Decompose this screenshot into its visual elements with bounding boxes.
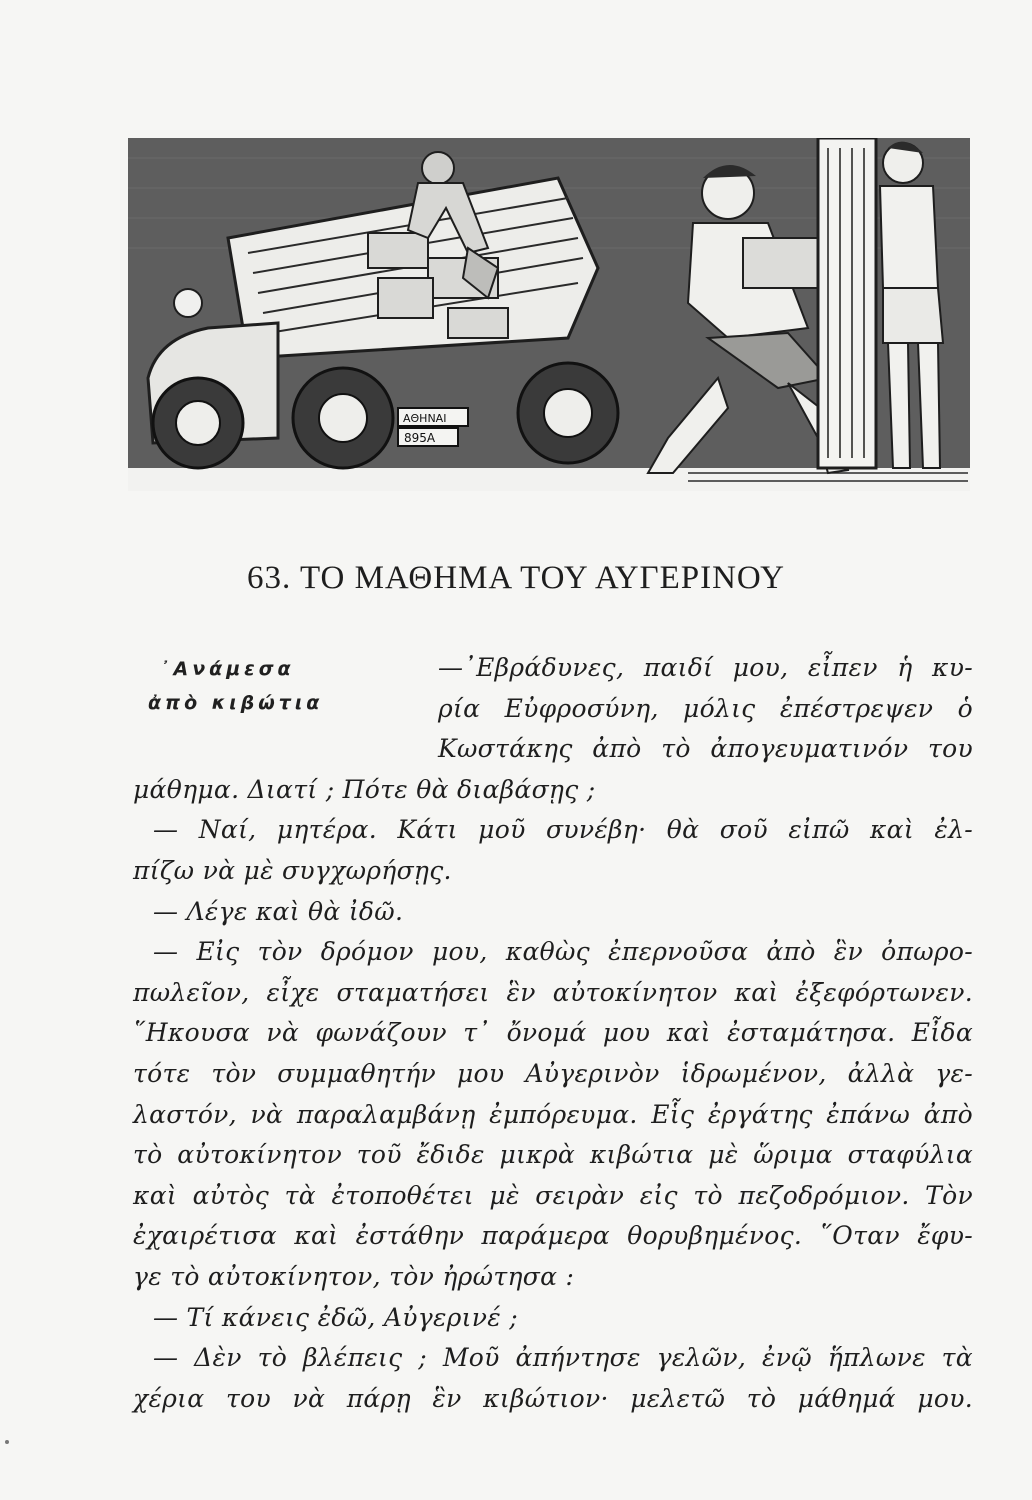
text-line: — Λέγε καὶ θὰ ἰδῶ.: [153, 896, 404, 926]
text-line: — Τί κάνεις ἐδῶ, Αὐγερινέ ;: [153, 1302, 518, 1332]
text-line: — Ναί, μητέρα. Κάτι μοῦ συνέβη· θὰ σοῦ εἰπῶ καὶ ἐλ-: [153, 815, 973, 845]
text-line: ἐχαιρέτισα καὶ ἐστάθην παράμερα θορυβημένος. ῞Οταν ἔφυ-: [133, 1221, 973, 1251]
text-line: γε τὸ αὐτοκίνητον, τὸν ἠρώτησα :: [133, 1261, 575, 1291]
text-line: ρία Εὐφροσύνη, μόλις ἐπέστρεψεν ὁ: [438, 693, 973, 723]
margin-note-line: ἀπὸ κιβώτια: [148, 692, 324, 714]
text-line: καὶ αὐτὸς τὰ ἐτοποθέτει μὲ σειρὰν εἰς τὸ πεζοδρόμιον. Τὸν: [133, 1180, 973, 1210]
text-line: χέρια του νὰ πάρῃ ἓν κιβώτιον· μελετῶ τὸ μάθημά μου.: [133, 1383, 973, 1413]
text-line: —᾿Εβράδυνες, παιδί μου, εἶπεν ἡ κυ-: [438, 653, 973, 682]
text-line: Κωστάκης ἀπὸ τὸ ἀπογευματινόν του: [438, 734, 973, 764]
margin-dot: [5, 1440, 9, 1444]
text-line: — Δὲν τὸ βλέπεις ; Μοῦ ἀπήντησε γελῶν, ἐνῷ ἥπλωνε τὰ: [153, 1343, 973, 1373]
illustration-drawing: [128, 138, 970, 491]
text-line: — Εἰς τὸν δρόμον μου, καθὼς ἐπερνοῦσα ἀπὸ ἓν ὀπωρο-: [153, 937, 973, 967]
lesson-body: [133, 648, 973, 1419]
lesson-title: 63. ΤΟ ΜΑΘΗΜΑ ΤΟΥ ΑΥΓΕΡΙΝΟΥ: [247, 560, 785, 596]
text-line: λαστόν, νὰ παραλαμβάνῃ ἐμπόρευμα. Εἷς ἐργάτης ἐπάνω ἀπὸ: [133, 1099, 973, 1129]
plate-top-text: ΑΘΗΝΑΙ: [403, 412, 447, 425]
text-line: ῞Ηκουσα νὰ φωνάζουν τ᾿ ὄνομά μου καὶ ἐσταμάτησα. Εἶδα: [133, 1018, 973, 1048]
truck-and-boys-illustration: [128, 138, 970, 491]
text-line: πωλεῖον, εἶχε σταματήσει ἓν αὐτοκίνητον καὶ ἐξεφόρτωνεν.: [133, 977, 973, 1007]
text-line: μάθημα. Διατί ; Πότε θὰ διαβάσῃς ;: [133, 774, 596, 804]
text-line: τότε τὸν συμμαθητήν μου Αὐγερινὸν ἱδρωμένον, ἀλλὰ γε-: [133, 1058, 973, 1088]
text-line: πίζω νὰ μὲ συγχωρήσῃς.: [133, 855, 452, 885]
plate-bottom-text: 895Α: [404, 431, 436, 445]
text-line: τὸ αὐτοκίνητον τοῦ ἔδιδε μικρὰ κιβώτια μὲ ὥριμα σταφύλια: [133, 1140, 973, 1170]
margin-note-line: ᾿Ανάμεσα: [160, 658, 295, 680]
